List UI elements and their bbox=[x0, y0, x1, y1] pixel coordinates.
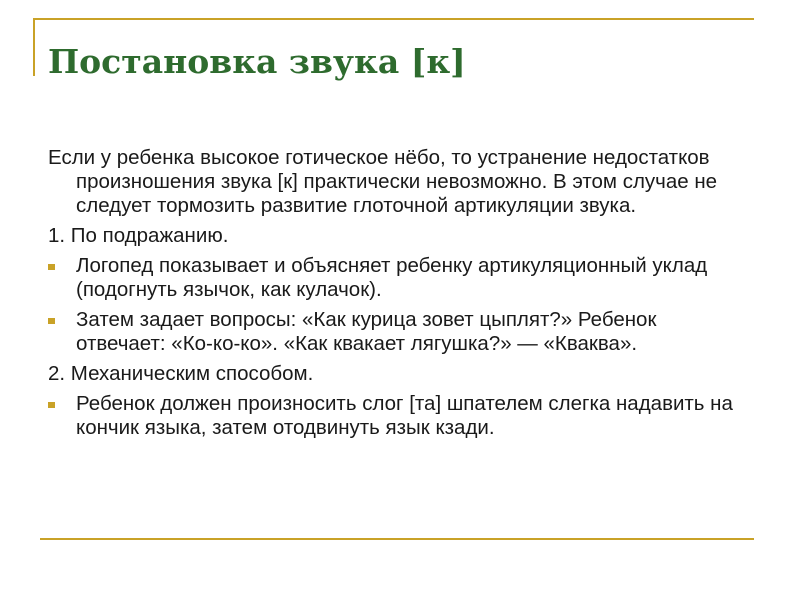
bullet-square-icon bbox=[48, 402, 55, 408]
top-rule bbox=[33, 18, 754, 20]
slide-title: Постановка звука [к] bbox=[48, 42, 466, 81]
bullet-square-icon bbox=[48, 318, 55, 324]
slide-content bbox=[48, 146, 748, 446]
bullet-square-icon bbox=[48, 264, 55, 270]
bottom-rule bbox=[40, 538, 754, 540]
bullet-item bbox=[48, 254, 748, 302]
intro-paragraph: Если у ребенка высокое готическое нёбо, то устранение недостатков произношения звука [к] практически невозможно. В этом случае не следует тормозить развитие глоточной артикуляции звука. bbox=[48, 146, 718, 217]
method-heading-1: 1. По подражанию. bbox=[48, 224, 229, 247]
bullet-item bbox=[48, 392, 748, 440]
bullet-item bbox=[48, 308, 748, 356]
left-rule bbox=[33, 18, 35, 76]
bullet-text: Затем задает вопросы: «Как курица зовет цыплят?» Ребенок отвечает: «Ко-ко-ко». «Как квакает лягушка?» — «Кваква». bbox=[76, 308, 657, 355]
bullet-text: Ребенок должен произносить слог [та] шпателем слегка надавить на кончик языка, затем отодвинуть язык кзади. bbox=[76, 392, 733, 439]
method-heading-2: 2. Механическим способом. bbox=[48, 362, 314, 385]
bullet-text: Логопед показывает и объясняет ребенку артикуляционный уклад (подогнуть язычок, как кулачок). bbox=[76, 254, 708, 301]
